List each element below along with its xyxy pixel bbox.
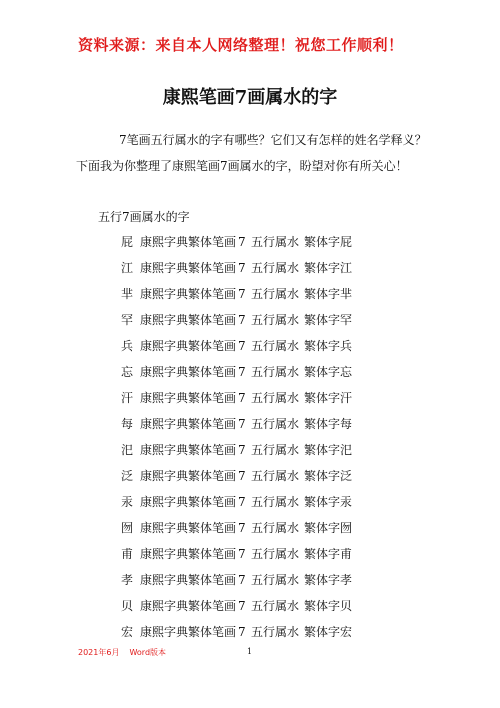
character: 贝 [121,599,134,613]
list-item [121,234,352,260]
traditional-form: 繁体字兵 [304,339,353,353]
traditional-form: 繁体字每 [304,417,353,431]
intro-line-2: 下面我为你整理了康熙笔画7画属水的字，盼望对你有所关心！ [76,159,408,173]
traditional-form: 繁体字贝 [304,599,353,613]
wuxing-label: 五行属水 [251,495,300,509]
dictionary-label: 康熙字典繁体笔画 [140,287,237,301]
traditional-form: 繁体字甫 [304,547,353,561]
character: 忘 [121,365,134,379]
traditional-form: 繁体字宏 [304,625,353,639]
character: 囫 [121,521,134,535]
stroke-count: 7 [238,235,246,249]
traditional-form: 繁体字罕 [304,313,353,327]
stroke-count: 7 [238,313,246,327]
page-number: 1 [247,647,253,656]
list-item [121,468,352,494]
list-item [121,546,352,572]
dictionary-label: 康熙字典繁体笔画 [140,573,237,587]
traditional-form: 繁体字孝 [304,573,353,587]
wuxing-label: 五行属水 [251,417,300,431]
list-item [121,572,352,598]
list-item [121,494,352,520]
traditional-form: 繁体字忘 [304,365,353,379]
wuxing-label: 五行属水 [251,469,300,483]
list-item [121,312,352,338]
dictionary-label: 康熙字典繁体笔画 [140,261,237,275]
stroke-count: 7 [238,443,246,457]
wuxing-label: 五行属水 [251,521,300,535]
section-heading: 五行7画属水的字 [98,210,190,224]
character: 宏 [121,625,134,639]
traditional-form: 繁体字芈 [304,287,353,301]
wuxing-label: 五行属水 [251,599,300,613]
list-item [121,286,352,312]
wuxing-label: 五行属水 [251,391,300,405]
character: 芈 [121,287,134,301]
character-list [121,234,352,650]
stroke-count: 7 [238,599,246,613]
page-title: 康熙笔画7画属水的字 [162,87,338,108]
traditional-form: 繁体字汞 [304,495,353,509]
character: 江 [121,261,134,275]
character: 兵 [121,339,134,353]
list-item [121,364,352,390]
wuxing-label: 五行属水 [251,573,300,587]
dictionary-label: 康熙字典繁体笔画 [140,391,237,405]
intro-line-1: 7笔画五行属水的字有哪些？它们又有怎样的姓名学释义？ [119,133,427,147]
character: 孝 [121,573,134,587]
wuxing-label: 五行属水 [251,547,300,561]
list-item [121,442,352,468]
dictionary-label: 康熙字典繁体笔画 [140,625,237,639]
dictionary-label: 康熙字典繁体笔画 [140,495,237,509]
dictionary-label: 康熙字典繁体笔画 [140,443,237,457]
stroke-count: 7 [238,339,246,353]
list-item [121,390,352,416]
list-item [121,520,352,546]
character: 汞 [121,495,134,509]
list-item [121,416,352,442]
stroke-count: 7 [238,547,246,561]
stroke-count: 7 [238,573,246,587]
stroke-count: 7 [238,365,246,379]
wuxing-label: 五行属水 [251,287,300,301]
traditional-form: 繁体字屁 [304,235,353,249]
traditional-form: 繁体字江 [304,261,353,275]
list-item [121,338,352,364]
stroke-count: 7 [238,287,246,301]
traditional-form: 繁体字泛 [304,469,353,483]
dictionary-label: 康熙字典繁体笔画 [140,313,237,327]
dictionary-label: 康熙字典繁体笔画 [140,417,237,431]
wuxing-label: 五行属水 [251,443,300,457]
character: 泛 [121,469,134,483]
wuxing-label: 五行属水 [251,365,300,379]
character: 罕 [121,313,134,327]
dictionary-label: 康熙字典繁体笔画 [140,599,237,613]
character: 甫 [121,547,134,561]
character: 屁 [121,235,134,249]
list-item [121,598,352,624]
stroke-count: 7 [238,469,246,483]
wuxing-label: 五行属水 [251,339,300,353]
footer-meta [78,647,166,658]
stroke-count: 7 [238,521,246,535]
dictionary-label: 康熙字典繁体笔画 [140,547,237,561]
footer-version: Word版本 [129,648,167,657]
dictionary-label: 康熙字典繁体笔画 [140,365,237,379]
dictionary-label: 康熙字典繁体笔画 [140,235,237,249]
source-banner: 资料来源：来自本人网络整理！祝您工作顺利！ [78,36,404,54]
character: 汜 [121,443,134,457]
stroke-count: 7 [238,417,246,431]
stroke-count: 7 [238,391,246,405]
dictionary-label: 康熙字典繁体笔画 [140,339,237,353]
stroke-count: 7 [238,261,246,275]
traditional-form: 繁体字汜 [304,443,353,457]
dictionary-label: 康熙字典繁体笔画 [140,521,237,535]
traditional-form: 繁体字囫 [304,521,353,535]
list-item [121,260,352,286]
wuxing-label: 五行属水 [251,313,300,327]
dictionary-label: 康熙字典繁体笔画 [140,469,237,483]
wuxing-label: 五行属水 [251,235,300,249]
wuxing-label: 五行属水 [251,261,300,275]
stroke-count: 7 [238,495,246,509]
character: 汗 [121,391,134,405]
traditional-form: 繁体字汗 [304,391,353,405]
wuxing-label: 五行属水 [251,625,300,639]
stroke-count: 7 [238,625,246,639]
footer-date: 2021年6月 [78,648,120,657]
character: 每 [121,417,134,431]
